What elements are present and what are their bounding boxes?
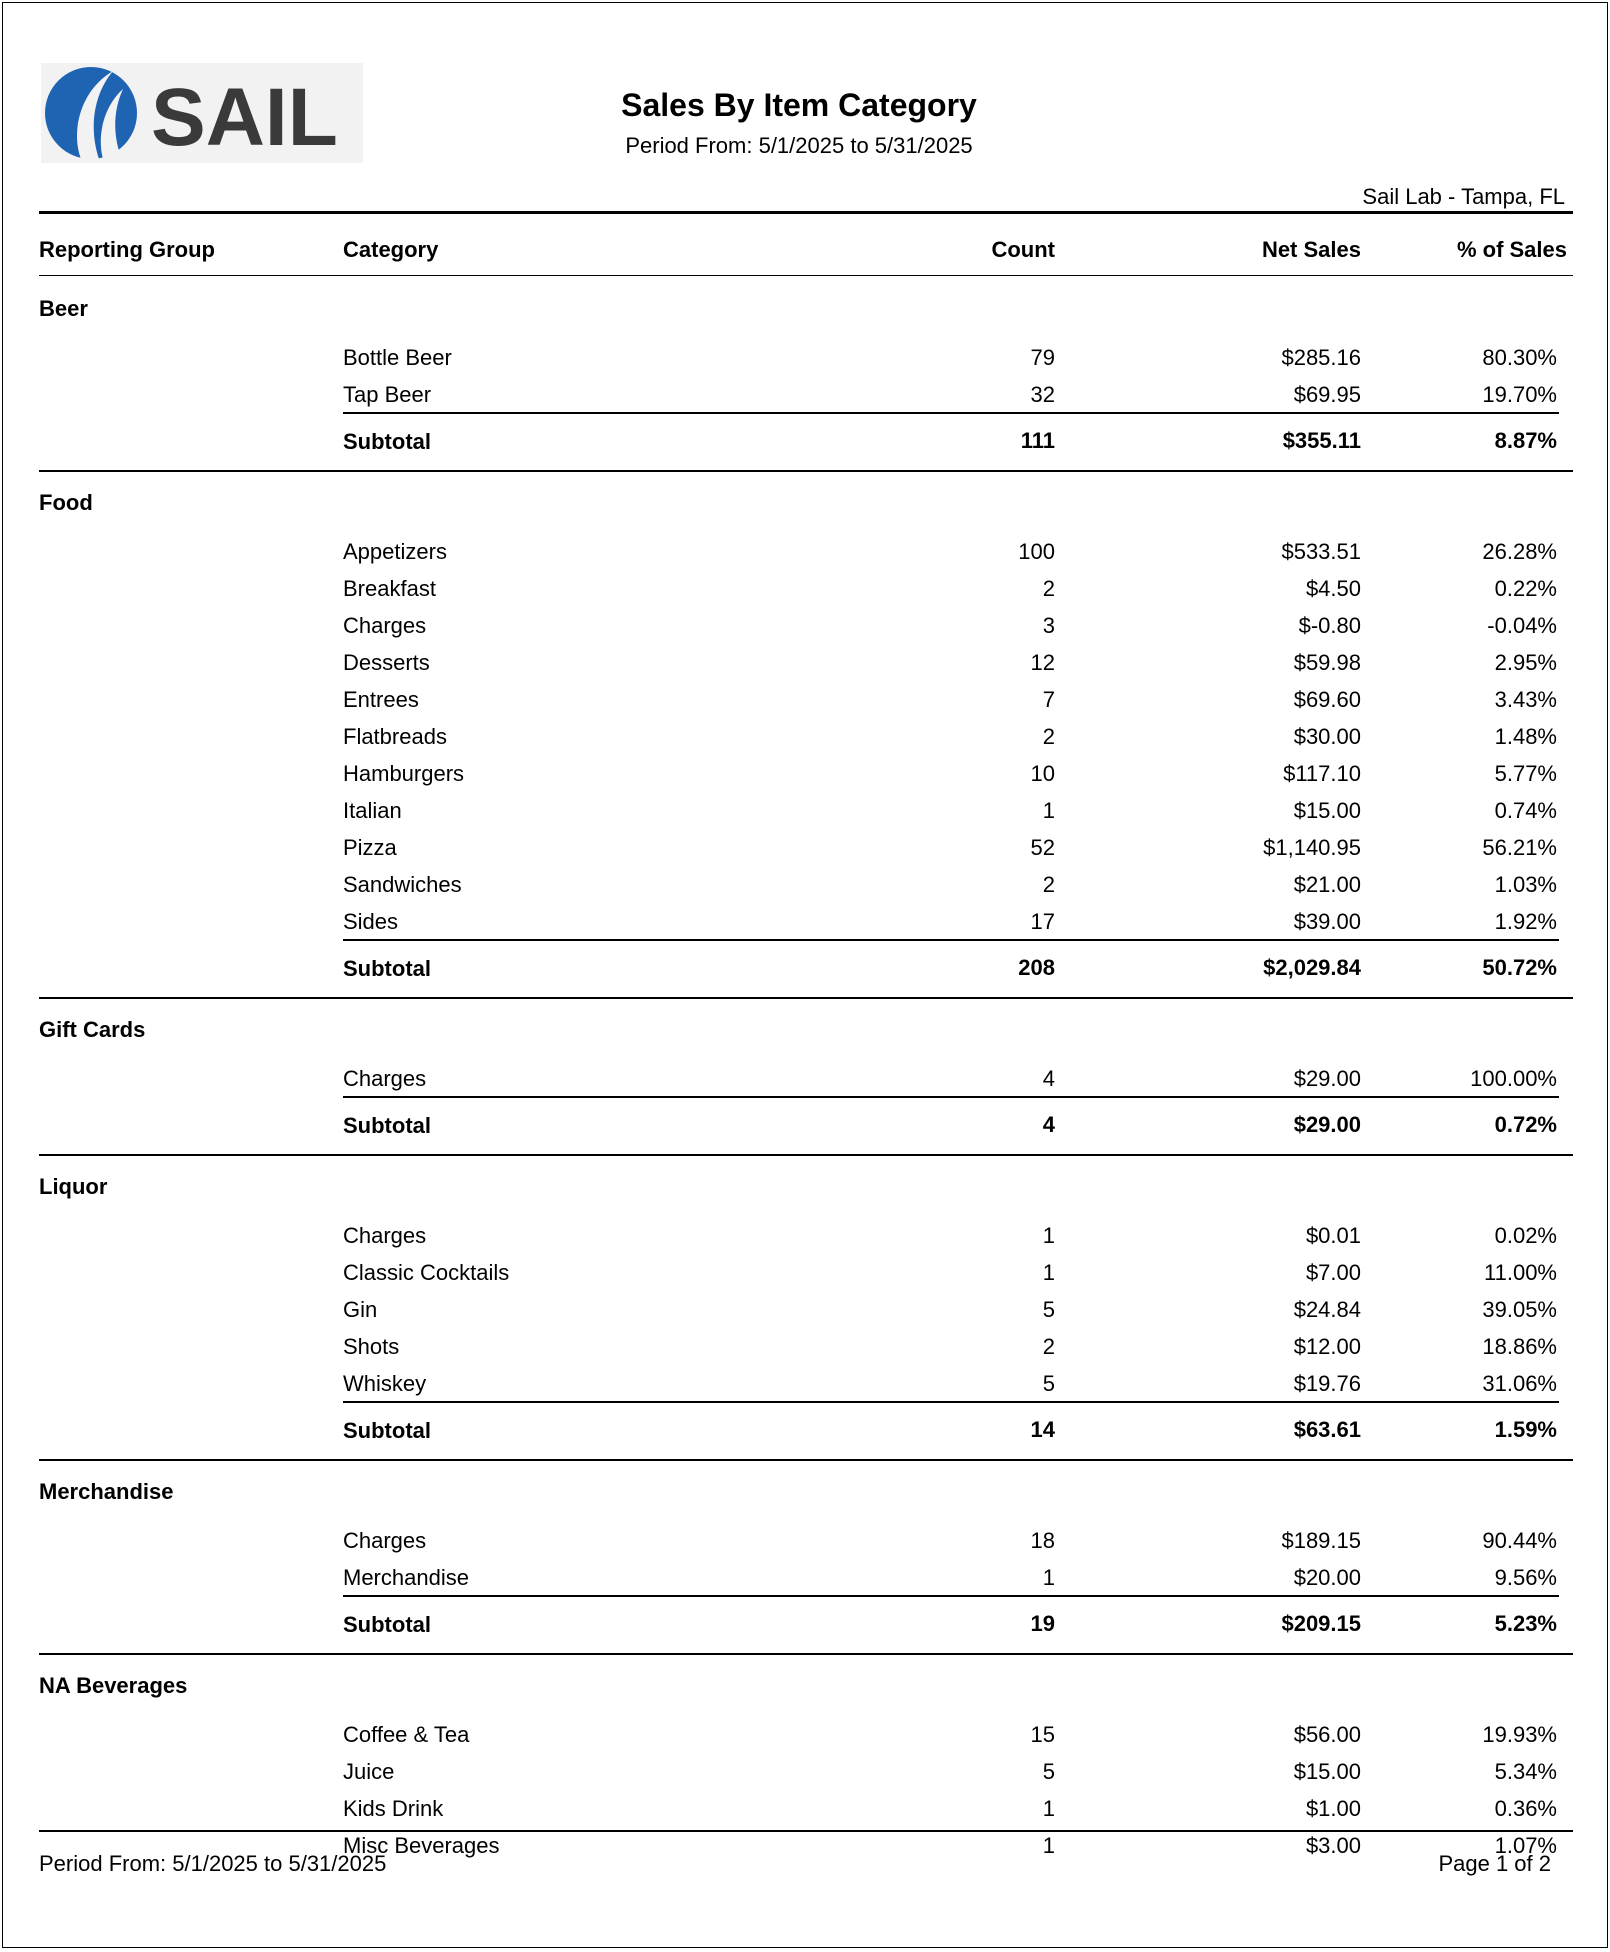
table-row	[3, 756, 1610, 793]
pct-sales-value: 1.92%	[1494, 909, 1557, 934]
category-name: Juice	[343, 1759, 395, 1784]
pct-sales-value: 11.00%	[1484, 1260, 1557, 1285]
category-name: Appetizers	[343, 539, 447, 564]
subtotal-label: Subtotal	[343, 956, 431, 981]
subtotal-row	[3, 1098, 1610, 1154]
pct-sales-value: 0.02%	[1494, 1223, 1557, 1248]
net-sales-value: $117.10	[1283, 761, 1361, 786]
table-row	[3, 1754, 1610, 1791]
table-row	[3, 340, 1610, 377]
net-sales-value: $3.00	[1305, 1833, 1361, 1858]
count-value: 17	[1030, 909, 1055, 934]
subtotal-net-sales: $29.00	[1293, 1112, 1361, 1137]
pct-sales-value: 2.95%	[1494, 650, 1557, 675]
reporting-group-header	[3, 1156, 1610, 1218]
net-sales-value: $189.15	[1281, 1528, 1361, 1553]
subtotal-count: 19	[1030, 1611, 1055, 1636]
category-name: Breakfast	[343, 576, 436, 601]
subtotal-net-sales: $2,029.84	[1263, 955, 1361, 980]
pct-sales-value: 5.77%	[1494, 761, 1557, 786]
category-name: Italian	[343, 798, 402, 823]
reporting-group-header	[3, 278, 1610, 340]
pct-sales-value: 1.03%	[1494, 872, 1557, 897]
net-sales-value: $285.16	[1281, 345, 1361, 370]
table-row	[3, 608, 1610, 645]
count-value: 2	[1042, 872, 1055, 897]
subtotal-label: Subtotal	[343, 1113, 431, 1138]
subtotal-net-sales: $355.11	[1282, 428, 1361, 453]
col-category: Category	[343, 237, 439, 262]
net-sales-value: $0.01	[1305, 1223, 1361, 1248]
report-title: Sales By Item Category	[621, 87, 977, 123]
table-row	[3, 1218, 1610, 1255]
reporting-group-name: Merchandise	[39, 1479, 174, 1504]
header-divider	[39, 211, 1573, 214]
net-sales-value: $1,140.95	[1263, 835, 1361, 860]
table-row	[3, 867, 1610, 904]
net-sales-value: $30.00	[1293, 724, 1361, 749]
category-name: Kids Drink	[343, 1796, 444, 1821]
col-count: Count	[991, 237, 1055, 262]
table-row	[3, 645, 1610, 682]
table-row	[3, 1791, 1610, 1828]
subtotal-net-sales: $63.61	[1293, 1417, 1361, 1442]
net-sales-value: $56.00	[1293, 1722, 1361, 1747]
pct-sales-value: 1.07%	[1494, 1833, 1557, 1858]
count-value: 18	[1030, 1528, 1055, 1553]
col-pct-sales: % of Sales	[1456, 237, 1567, 262]
reporting-group-name: Gift Cards	[39, 1017, 146, 1042]
subtotal-row	[3, 1597, 1610, 1653]
net-sales-value: $69.60	[1293, 687, 1361, 712]
net-sales-value: $1.00	[1305, 1796, 1361, 1821]
table-row	[3, 904, 1610, 941]
pct-sales-value: 1.48%	[1494, 724, 1557, 749]
footer-period: Period From: 5/1/2025 to 5/31/2025	[39, 1851, 387, 1876]
net-sales-value: $24.84	[1293, 1297, 1361, 1322]
subtotal-count: 208	[1018, 955, 1055, 980]
pct-sales-value: 9.56%	[1494, 1565, 1557, 1590]
subtotal-count: 4	[1042, 1112, 1055, 1137]
pct-sales-value: 18.86%	[1482, 1334, 1557, 1359]
report-page	[2, 2, 1608, 1948]
count-value: 5	[1042, 1759, 1055, 1784]
count-value: 1	[1042, 1833, 1055, 1858]
pct-sales-value: 39.05%	[1482, 1297, 1557, 1322]
table-row	[3, 1255, 1610, 1292]
category-name: Charges	[343, 1223, 427, 1248]
subtotal-label: Subtotal	[343, 1418, 431, 1443]
pct-sales-value: 100.00%	[1470, 1066, 1557, 1091]
pct-sales-value: -0.04%	[1487, 613, 1557, 638]
subtotal-label: Subtotal	[343, 429, 431, 454]
column-headers	[3, 237, 1610, 269]
report-body	[3, 278, 1610, 1865]
footer-divider	[39, 1830, 1573, 1832]
count-value: 32	[1030, 382, 1055, 407]
count-value: 52	[1030, 835, 1055, 860]
page-number: Page 1 of 2	[1438, 1851, 1551, 1876]
count-value: 1	[1042, 1565, 1055, 1590]
category-name: Sides	[343, 909, 399, 934]
table-row	[3, 1061, 1610, 1098]
category-name: Classic Cocktails	[343, 1260, 510, 1285]
subtotal-count: 14	[1030, 1417, 1055, 1442]
pct-sales-value: 5.34%	[1494, 1759, 1557, 1784]
category-name: Bottle Beer	[343, 345, 452, 370]
count-value: 2	[1042, 1334, 1055, 1359]
table-row	[3, 830, 1610, 867]
reporting-group-header	[3, 472, 1610, 534]
count-value: 1	[1042, 1223, 1055, 1248]
count-value: 1	[1042, 798, 1055, 823]
category-name: Hamburgers	[343, 761, 465, 786]
category-name: Tap Beer	[343, 382, 432, 407]
net-sales-value: $15.00	[1293, 1759, 1361, 1784]
table-row	[3, 719, 1610, 756]
category-name: Entrees	[343, 687, 419, 712]
subtotal-row	[3, 414, 1610, 470]
count-value: 7	[1042, 687, 1055, 712]
subtotal-count: 111	[1020, 428, 1055, 453]
count-value: 3	[1042, 613, 1055, 638]
location-label: Sail Lab - Tampa, FL	[1362, 184, 1565, 209]
subtotal-pct-sales: 8.87%	[1494, 428, 1557, 453]
subtotal-row	[3, 941, 1610, 997]
reporting-group-header	[3, 999, 1610, 1061]
category-name: Charges	[343, 613, 427, 638]
column-header-divider	[39, 275, 1573, 276]
pct-sales-value: 90.44%	[1482, 1528, 1557, 1553]
reporting-group-name: Beer	[39, 296, 88, 321]
table-row	[3, 377, 1610, 414]
table-row	[3, 1329, 1610, 1366]
pct-sales-value: 19.93%	[1482, 1722, 1557, 1747]
count-value: 2	[1042, 724, 1055, 749]
count-value: 12	[1030, 650, 1055, 675]
pct-sales-value: 0.22%	[1494, 576, 1557, 601]
category-name: Flatbreads	[343, 724, 447, 749]
net-sales-value: $29.00	[1293, 1066, 1361, 1091]
table-row	[3, 534, 1610, 571]
table-row	[3, 682, 1610, 719]
category-name: Charges	[343, 1528, 427, 1553]
reporting-group-header	[3, 1655, 1610, 1717]
table-row	[3, 1560, 1610, 1597]
category-name: Gin	[343, 1297, 378, 1322]
reporting-group-header	[3, 1461, 1610, 1523]
net-sales-value: $12.00	[1293, 1334, 1361, 1359]
category-name: Sandwiches	[343, 872, 462, 897]
table-row	[3, 571, 1610, 608]
net-sales-value: $21.00	[1293, 872, 1361, 897]
pct-sales-value: 19.70%	[1482, 382, 1557, 407]
category-name: Merchandise	[343, 1565, 469, 1590]
table-row	[3, 1523, 1610, 1560]
category-name: Whiskey	[343, 1371, 427, 1396]
net-sales-value: $19.76	[1293, 1371, 1361, 1396]
category-name: Misc Beverages	[343, 1833, 500, 1858]
report-period: Period From: 5/1/2025 to 5/31/2025	[625, 133, 973, 158]
count-value: 1	[1042, 1796, 1055, 1821]
count-value: 79	[1030, 345, 1055, 370]
pct-sales-value: 3.43%	[1494, 687, 1557, 712]
col-reporting-group: Reporting Group	[39, 237, 215, 262]
reporting-group-name: Food	[39, 490, 93, 515]
category-name: Desserts	[343, 650, 430, 675]
category-name: Pizza	[343, 835, 397, 860]
category-name: Shots	[343, 1334, 400, 1359]
table-row	[3, 793, 1610, 830]
count-value: 4	[1042, 1066, 1055, 1091]
pct-sales-value: 0.74%	[1494, 798, 1557, 823]
subtotal-label: Subtotal	[343, 1612, 431, 1637]
pct-sales-value: 80.30%	[1482, 345, 1557, 370]
count-value: 10	[1030, 761, 1055, 786]
net-sales-value: $15.00	[1293, 798, 1361, 823]
subtotal-row	[3, 1403, 1610, 1459]
net-sales-value: $59.98	[1293, 650, 1361, 675]
subtotal-pct-sales: 5.23%	[1494, 1611, 1557, 1636]
count-value: 5	[1042, 1371, 1055, 1396]
reporting-group-name: NA Beverages	[39, 1673, 188, 1698]
col-net-sales: Net Sales	[1261, 237, 1361, 262]
pct-sales-value: 56.21%	[1482, 835, 1557, 860]
table-row	[3, 1292, 1610, 1329]
net-sales-value: $39.00	[1293, 909, 1361, 934]
net-sales-value: $4.50	[1305, 576, 1361, 601]
table-row	[3, 1366, 1610, 1403]
subtotal-pct-sales: 0.72%	[1494, 1112, 1557, 1137]
subtotal-pct-sales: 50.72%	[1482, 955, 1557, 980]
category-name: Coffee & Tea	[343, 1722, 470, 1747]
category-name: Charges	[343, 1066, 427, 1091]
count-value: 5	[1042, 1297, 1055, 1322]
pct-sales-value: 0.36%	[1494, 1796, 1557, 1821]
table-row	[3, 1717, 1610, 1754]
net-sales-value: $7.00	[1305, 1260, 1361, 1285]
count-value: 2	[1042, 576, 1055, 601]
count-value: 1	[1042, 1260, 1055, 1285]
count-value: 100	[1018, 539, 1055, 564]
subtotal-net-sales: $209.15	[1281, 1611, 1361, 1636]
count-value: 15	[1030, 1722, 1055, 1747]
net-sales-value: $69.95	[1293, 382, 1361, 407]
net-sales-value: $-0.80	[1298, 613, 1361, 638]
reporting-group-name: Liquor	[39, 1174, 108, 1199]
net-sales-value: $533.51	[1281, 539, 1361, 564]
pct-sales-value: 31.06%	[1482, 1371, 1557, 1396]
logo-wordmark: SAIL	[151, 72, 338, 163]
pct-sales-value: 26.28%	[1482, 539, 1557, 564]
net-sales-value: $20.00	[1293, 1565, 1361, 1590]
subtotal-pct-sales: 1.59%	[1494, 1417, 1557, 1442]
